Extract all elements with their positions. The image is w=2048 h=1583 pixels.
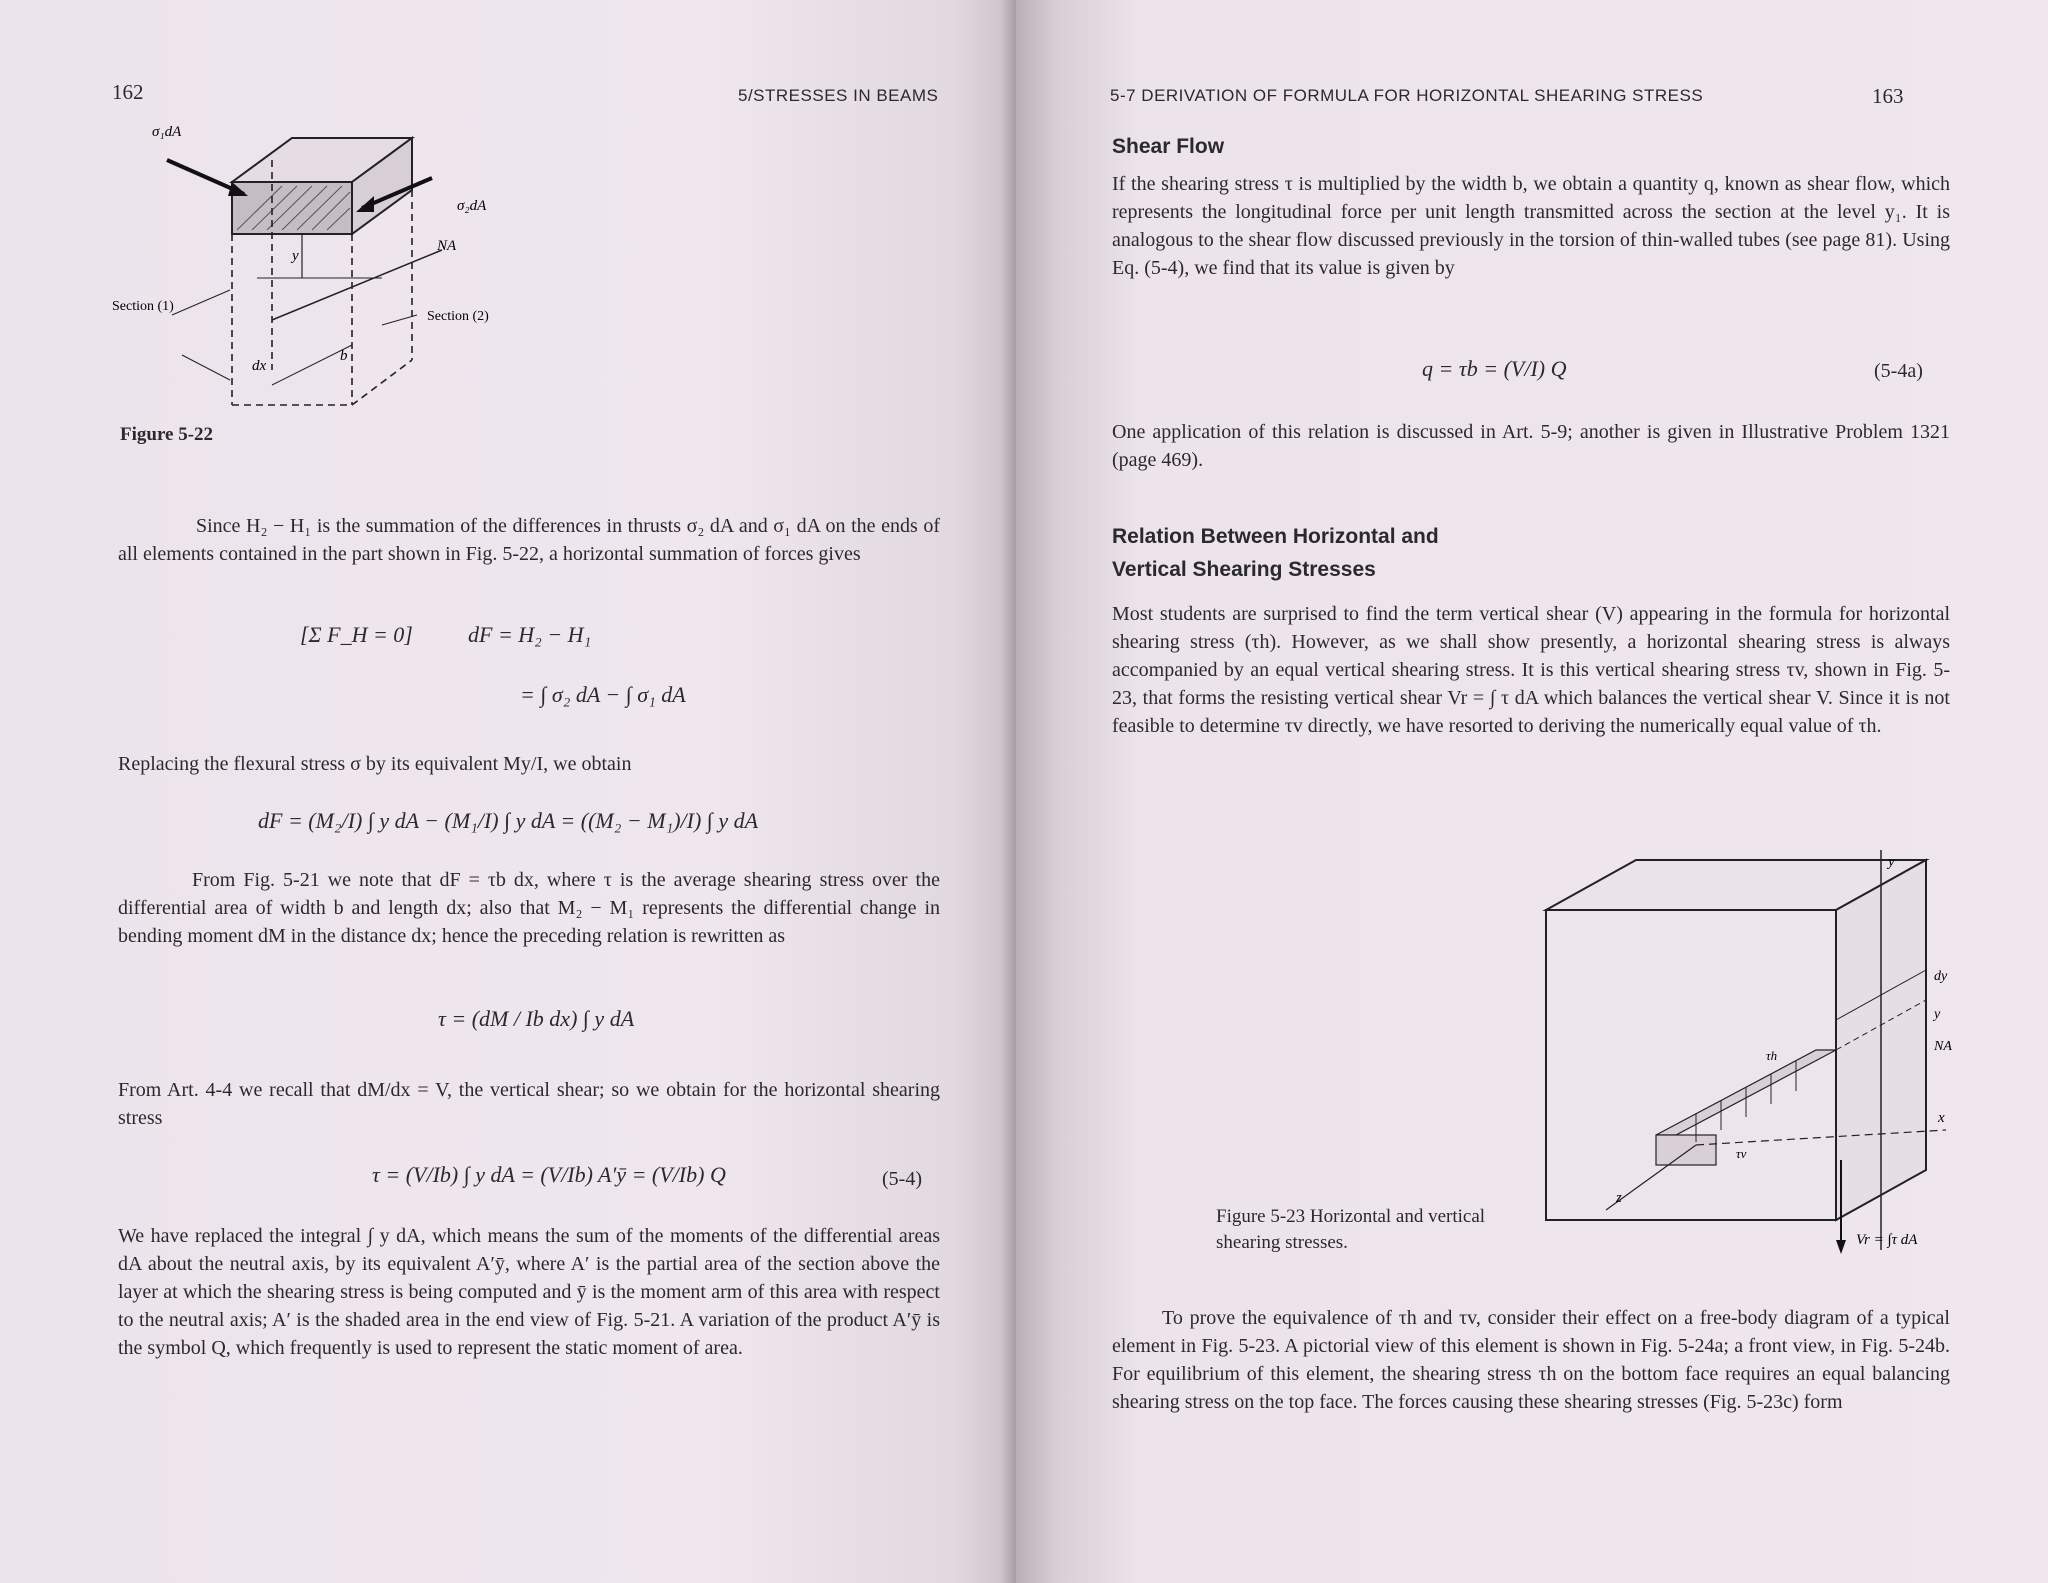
page-number: 163 [1872, 84, 1904, 108]
svg-text:x: x [1938, 1110, 1945, 1126]
svg-text:y: y [1934, 1007, 1941, 1022]
svg-text:NA: NA [437, 238, 457, 254]
equation-3: τ = (dM / Ib dx) ∫ y dA [438, 1006, 635, 1031]
svg-text:y: y [1888, 854, 1895, 870]
svg-text:NA: NA [1934, 1039, 1952, 1054]
paragraph-1: If the shearing stress τ is multiplied by the width b, we obtain a quantity q, known as shear flow, which represents the longitudinal force per unit length transmitted across the section at the level y₁. It is analogous to the shear flow discussed previously in the torsion of thin-walled tubes (see page 81). Using Eq. (5-4), we find that its value is given by [1112, 173, 1950, 279]
label-section-1: Section (1) [112, 299, 174, 314]
label-top-force: σ₁dA [152, 124, 182, 140]
svg-text:z: z [1616, 1190, 1622, 1206]
section-title-shear-flow: Shear Flow [1112, 135, 1225, 158]
label-section-2: Section (2) [427, 309, 489, 324]
svg-text:Vr = ∫τ dA: Vr = ∫τ dA [1856, 1232, 1918, 1248]
paragraph-3: Most students are surprised to find the term vertical shear (V) appearing in the formula for horizontal shearing stress (τh). However, as we shall show presently, a horizontal shearing stress is always accompanied by an equal vertical shearing stress. It is this vertical shearing stress τv, shown in Fig. 5-23, that forms the resisting vertical shear Vr = ∫ τ dA which balances the vertical shear V. Since it is not feasible to determine τv directly, we have resorted to deriving the numerically equal value of τh. [1112, 603, 1950, 737]
paragraph-3: From Fig. 5-21 we note that dF = τb dx, where τ is the average shearing stress over the differential area of width b and length dx; also that M₂ − M₁ represents the differential change in bending moment dM in the distance dx; hence the preceding relation is rewritten as [118, 869, 940, 947]
figure-caption: Figure 5-22 [120, 424, 214, 445]
svg-text:y: y [292, 248, 299, 264]
svg-text:dx: dx [252, 358, 267, 374]
paragraph-5: We have replaced the integral ∫ y dA, which means the sum of the moments of the differential areas dA about the neutral axis, by its equivalent A′ȳ, where A′ is the partial area of the section above the layer at which the shearing stress is being computed and ȳ is the moment arm of this area with respect to the neutral axis; A′ is the shaded area in the end view of Fig. 5-21. A variation of the product A′ȳ is the symbol Q, which frequently is used to represent the static moment of area. [118, 1225, 940, 1359]
paragraph-2: Replacing the flexural stress σ by its equivalent My/I, we obtain [118, 753, 632, 775]
figure-caption-line-1: Figure 5-23 Horizontal and vertical [1216, 1206, 1486, 1227]
running-head: 5-7 DERIVATION OF FORMULA FOR HORIZONTAL SHEARING STRESS [1110, 86, 1704, 105]
svg-text:τh: τh [1766, 1048, 1778, 1063]
svg-text:b: b [340, 348, 348, 364]
equation-4: τ = (V/Ib) ∫ y dA = (V/Ib) A′ȳ = (V/Ib) Q [372, 1162, 726, 1187]
figure-5-23-diagram [1536, 850, 1956, 1260]
paragraph-1: Since H₂ − H₁ is the summation of the differences in thrusts σ₂ dA and σ₁ dA on the ends of all elements contained in the part shown in Fig. 5-22, a horizontal summation of forces gives [118, 515, 940, 565]
paragraph-2: One application of this relation is discussed in Art. 5-9; another is given in Illustrative Problem 1321 (page 469). [1112, 421, 1950, 471]
figure-caption-line-2: shearing stresses. [1216, 1232, 1348, 1253]
equation-1b: = ∫ σ₂ dA − ∫ σ₁ dA [520, 682, 686, 707]
svg-text:τv: τv [1736, 1146, 1747, 1161]
equation-4a: q = τb = (V/I) Q [1422, 356, 1567, 381]
section-title-relation-line-2: Vertical Shearing Stresses [1112, 558, 1376, 581]
svg-text:dy: dy [1934, 969, 1948, 984]
equation-4-number: (5-4) [882, 1168, 922, 1190]
page-number: 162 [112, 80, 144, 104]
equation-1a-right: dF = H₂ − H₁ [468, 622, 592, 647]
left-page [0, 0, 1016, 1583]
paragraph-4: To prove the equivalence of τh and τv, consider their effect on a free-body diagram of a typical element in Fig. 5-23. A pictorial view of this element is shown in Fig. 5-24a; a front view, in Fig. 5-24b. For equilibrium of this element, the shearing stress τh on the bottom face requires an equal balancing shearing stress on the top face. The forces causing these shearing stresses (Fig. 5-23c) form [1112, 1307, 1950, 1413]
equation-1a-left: [Σ F_H = 0] [300, 622, 413, 647]
paragraph-4: From Art. 4-4 we recall that dM/dx = V, the vertical shear; so we obtain for the horizontal shearing stress [118, 1079, 940, 1129]
running-head: 5/STRESSES IN BEAMS [738, 86, 939, 105]
figure-5-22-diagram [112, 120, 572, 430]
equation-2: dF = (M₂/I) ∫ y dA − (M₁/I) ∫ y dA = ((M₂ − M₁)/I) ∫ y dA [258, 808, 759, 833]
section-title-relation-line-1: Relation Between Horizontal and [1112, 525, 1439, 548]
label-right-force: σ₂dA [457, 198, 487, 214]
equation-4a-number: (5-4a) [1874, 360, 1923, 382]
right-page [1016, 0, 2048, 1583]
